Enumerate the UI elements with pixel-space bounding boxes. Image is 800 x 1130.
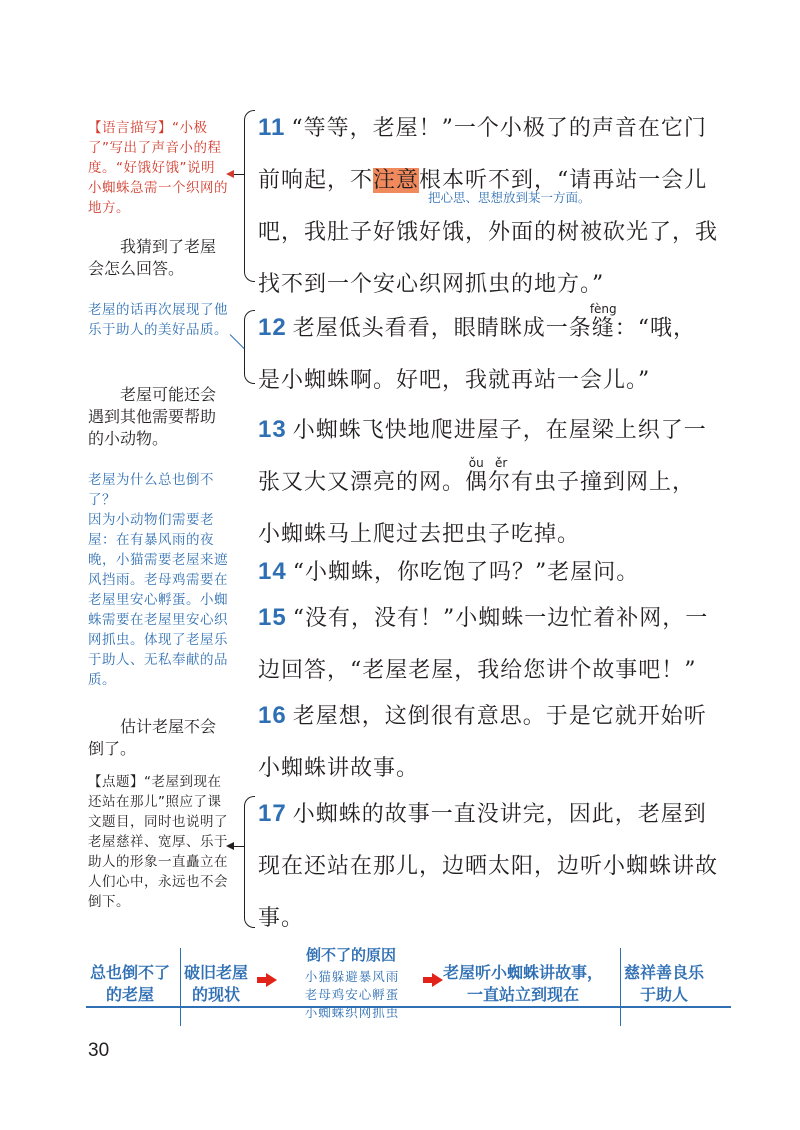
summary-quality: 慈祥善良乐于助人 [624, 963, 705, 1004]
paragraph-16 [258, 690, 718, 795]
brace-p11 [244, 110, 255, 282]
summary-cause-title: 倒不了的原因 [305, 946, 396, 964]
summary-cause-2: 老母鸡安心孵蛋 [304, 987, 400, 1002]
paragraph-number: 15 [258, 604, 287, 631]
annotation-why-answer: 因为小动物们需要老屋：在有暴风雨的夜晚，小猫需要老屋来遮风挡雨。老母鸡需要在老屋里安心孵蛋。小蜘蛛需要在老屋里安心织网抓虫。体现了老屋乐于助人、无私奉献的品质。 [88, 512, 228, 688]
pinyin-word: 缝fèng [589, 302, 617, 341]
summary-status: 破旧老屋的现状 [184, 963, 249, 1004]
paragraph-12 [258, 302, 718, 407]
paragraph-text: 老屋低头看看，眼睛眯成一条 [292, 316, 592, 341]
paragraph-text: “小蜘蛛，你吃饱了吗？”老屋问。 [292, 560, 640, 585]
summary-title: 总也倒不了的老屋 [89, 963, 170, 1004]
pinyin: fèng [589, 302, 617, 316]
paragraph-text: 根本听不到，“请再站一会儿吧，我肚子好饿好饿，外面的树被砍光了，我找不到一个安心织网抓虫的地方。” [258, 168, 719, 297]
paragraph-text: 小蜘蛛的故事一直没讲完，因此，老屋到现在还站在那儿，边晒太阳，边听小蜘蛛讲故事。 [258, 802, 719, 931]
summary-result: 老屋听小蜘蛛讲故事，一直站立到现在 [442, 963, 603, 1004]
pinyin: ǒu ěr [465, 456, 512, 470]
annotation-why-question: 老屋为什么总也倒不了？ [88, 472, 214, 508]
summary-cause-3: 小蜘蛛织网抓虫 [304, 1005, 400, 1020]
annotation-quality: 老屋的话再次展现了他乐于助人的美好品质。 [88, 302, 228, 338]
paragraph-text: 小蜘蛛飞快地爬进屋子，在屋梁上织了一张又大又漂亮的网。 [258, 418, 707, 495]
summary-cause-1: 小猫躲避暴风雨 [304, 969, 400, 984]
red-arrow-icon [266, 973, 277, 987]
paragraph-15 [258, 592, 718, 697]
brace-p17 [244, 796, 255, 928]
paragraph-number: 12 [258, 314, 287, 341]
annotation-guess-3: 估计老屋不会倒了。 [88, 717, 217, 758]
paragraph-number: 17 [258, 800, 287, 827]
paragraph-text: 老屋想，这倒很有意思。于是它就开始听小蜘蛛讲故事。 [258, 704, 707, 781]
page-number: 30 [88, 1040, 110, 1061]
annotation-point-title: 【点题】“老屋到现在还站在那儿”照应了课文题目，同时也说明了老屋慈祥、宽厚、乐于助人的形象一直矗立在人们心中，永远也不会倒下。 [88, 774, 228, 910]
paragraph-text: “没有，没有！”小蜘蛛一边忙着补网，一边回答，“老屋老屋，我给您讲个故事吧！” [258, 606, 709, 683]
paragraph-text: “等等，老屋！”一个小极了的声音在它门前响起，不 [258, 116, 707, 193]
paragraph-text: 有虫子撞到网上，小蜘蛛马上爬过去把虫子吃掉。 [258, 470, 696, 547]
summary-divider [620, 948, 621, 1026]
arrow-line-blue [230, 334, 245, 349]
arrow-head-red [226, 170, 234, 178]
paragraph-13 [258, 404, 718, 561]
paragraph-number: 11 [258, 114, 286, 141]
annotation-why [88, 470, 228, 690]
word-gloss: 把心思、思想放到某一方面。 [428, 190, 591, 205]
annotation-guess-1: 我猜到了老屋会怎么回答。 [88, 237, 217, 278]
highlighted-word: 注意 [373, 168, 420, 193]
paragraph-number: 14 [258, 558, 287, 585]
annotation-language: 【语言描写】“小极了”写出了声音小的程度。“好饿好饿”说明小蜘蛛急需一个织网的地方。 [88, 120, 228, 216]
pinyin-word: 偶尔ǒu ěr [465, 456, 512, 495]
summary-divider [180, 948, 181, 1026]
annotation-guess-2: 老屋可能还会遇到其他需要帮助的小动物。 [88, 385, 217, 448]
paragraph-17 [258, 788, 718, 945]
paragraph-text: ：“哦，是小蜘蛛啊。好吧，我就再站一会儿。” [258, 316, 696, 393]
brace-p12 [244, 310, 255, 384]
paragraph-11 [258, 102, 718, 311]
paragraph-number: 16 [258, 702, 287, 729]
paragraph-number: 13 [258, 416, 287, 443]
arrow-head-point [226, 842, 234, 850]
